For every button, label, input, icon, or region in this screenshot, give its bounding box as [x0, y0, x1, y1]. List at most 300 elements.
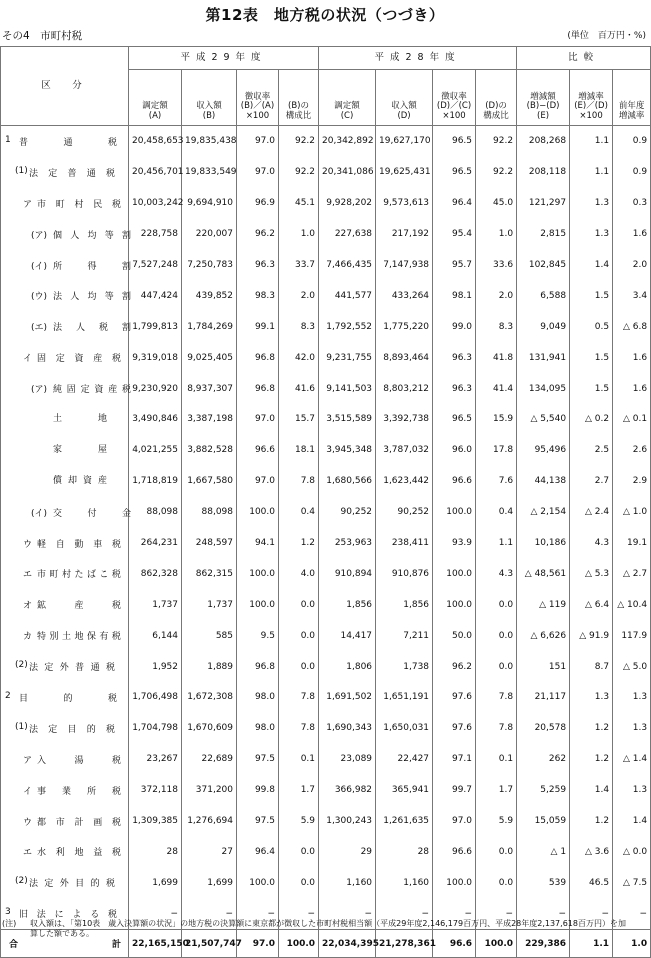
table-cell: 441,577: [319, 280, 376, 311]
table-cell: 3,392,738: [376, 404, 433, 435]
table-cell: 9,230,920: [129, 373, 182, 404]
table-cell: 20,578: [517, 713, 570, 744]
table-cell: 1.3: [570, 188, 613, 219]
table-cell: 50.0: [433, 620, 476, 651]
table-cell: 1.4: [613, 806, 651, 837]
table-cell: 6,588: [517, 280, 570, 311]
row-label-text: 法 人 税 割: [53, 323, 131, 334]
table-cell: 8.3: [476, 311, 517, 342]
table-cell: 96.0: [433, 435, 476, 466]
table-cell: −: [129, 898, 182, 929]
unit-label: (単位 百万円・%): [567, 31, 646, 41]
table-cell: △ 10.4: [613, 589, 651, 620]
table-row: [1, 682, 651, 713]
row-prefix: カ: [23, 632, 33, 643]
row-label-text: 事 業 所 税: [37, 786, 121, 797]
row-label-text: 鉱 産 税: [37, 601, 121, 612]
table-cell: △ 1.0: [613, 497, 651, 528]
table-cell: 7.8: [279, 682, 319, 713]
table-cell: 0.9: [613, 157, 651, 188]
table-cell: 0.1: [279, 744, 319, 775]
table-cell: 7,147,938: [376, 250, 433, 281]
row-label: [1, 435, 129, 466]
table-cell: 21,117: [517, 682, 570, 713]
table-cell: 92.2: [476, 126, 517, 157]
table-cell: 100.0: [237, 558, 279, 589]
row-label: [1, 836, 129, 867]
table-cell: 8.7: [570, 651, 613, 682]
table-cell: 1,737: [129, 589, 182, 620]
row-prefix: イ: [23, 354, 33, 365]
category-header: 区 分: [1, 47, 129, 126]
row-label: [1, 280, 129, 311]
table-cell: 100.0: [433, 497, 476, 528]
section-subtitle: その4 市町村税: [2, 30, 83, 42]
table-cell: 8.3: [279, 311, 319, 342]
row-label-text: 土 地: [53, 414, 107, 425]
table-cell: 3,945,348: [319, 435, 376, 466]
total-cell: 22,034,395: [319, 930, 376, 958]
table-cell: −: [319, 898, 376, 929]
table-cell: 45.0: [476, 188, 517, 219]
table-cell: 41.4: [476, 373, 517, 404]
total-cell: 21,278,361: [376, 930, 433, 958]
table-cell: 92.2: [279, 157, 319, 188]
table-cell: 1,667,580: [182, 466, 237, 497]
table-cell: 1.2: [570, 744, 613, 775]
table-cell: 585: [182, 620, 237, 651]
page-title: 第12表 地方税の状況（つづき）: [205, 6, 445, 24]
row-label: [1, 651, 129, 682]
table-cell: 88,098: [129, 497, 182, 528]
table-cell: 0.0: [476, 867, 517, 898]
row-label-text: 都 市 計 画 税: [37, 817, 121, 828]
table-cell: 1,737: [182, 589, 237, 620]
table-cell: 33.6: [476, 250, 517, 281]
table-cell: 33.7: [279, 250, 319, 281]
table-cell: 6,144: [129, 620, 182, 651]
table-cell: 1.3: [613, 682, 651, 713]
row-prefix: (2): [15, 660, 28, 671]
row-prefix: エ: [23, 570, 33, 581]
row-prefix: 3: [5, 907, 11, 918]
total-label-text: 合 計: [9, 940, 121, 951]
row-prefix: (イ): [31, 261, 48, 272]
table-cell: 97.5: [237, 806, 279, 837]
table-row: [1, 250, 651, 281]
table-cell: 7,211: [376, 620, 433, 651]
table-cell: △ 5.3: [570, 558, 613, 589]
fy28-col-header: (D)の 構成比: [476, 70, 517, 126]
table-cell: △ 119: [517, 589, 570, 620]
table-cell: 0.0: [476, 836, 517, 867]
table-cell: 2,815: [517, 219, 570, 250]
table-cell: 23,089: [319, 744, 376, 775]
table-cell: 46.5: [570, 867, 613, 898]
table-row: [1, 435, 651, 466]
table-cell: △ 6.8: [613, 311, 651, 342]
table-cell: 131,941: [517, 342, 570, 373]
total-cell: 1.0: [613, 930, 651, 958]
table-cell: 1,670,609: [182, 713, 237, 744]
row-label-text: 水 利 地 益 税: [37, 848, 121, 859]
table-cell: 95.7: [433, 250, 476, 281]
row-prefix: ア: [23, 755, 33, 766]
row-label: [1, 404, 129, 435]
table-cell: 22,689: [182, 744, 237, 775]
table-cell: −: [433, 898, 476, 929]
table-cell: 1,261,635: [376, 806, 433, 837]
table-cell: 96.5: [433, 157, 476, 188]
table-row: [1, 744, 651, 775]
table-cell: 1,300,243: [319, 806, 376, 837]
table-cell: 1,699: [129, 867, 182, 898]
row-label: [1, 589, 129, 620]
table-cell: 117.9: [613, 620, 651, 651]
table-cell: △ 1.4: [613, 744, 651, 775]
total-cell: 229,386: [517, 930, 570, 958]
table-cell: 41.6: [279, 373, 319, 404]
table-cell: 98.0: [237, 682, 279, 713]
table-cell: 97.0: [237, 466, 279, 497]
comparison-header: 比較: [517, 47, 651, 70]
table-cell: 97.0: [237, 404, 279, 435]
table-cell: 20,458,653: [129, 126, 182, 157]
table-cell: 98.1: [433, 280, 476, 311]
table-cell: 96.6: [433, 466, 476, 497]
table-cell: 99.0: [433, 311, 476, 342]
table-cell: 217,192: [376, 219, 433, 250]
table-cell: 5,259: [517, 775, 570, 806]
fy29-col-header: 徴収率 (B)／(A) ×100: [237, 70, 279, 126]
total-cell: 97.0: [237, 930, 279, 958]
table-cell: 90,252: [376, 497, 433, 528]
table-row: [1, 342, 651, 373]
table-cell: 100.0: [237, 589, 279, 620]
table-cell: △ 6.4: [570, 589, 613, 620]
table-cell: 8,803,212: [376, 373, 433, 404]
row-prefix: (ア): [31, 385, 48, 396]
table-row: [1, 466, 651, 497]
table-cell: △ 5,540: [517, 404, 570, 435]
fy29-header: 平成29年度: [129, 47, 319, 70]
table-cell: 95.4: [433, 219, 476, 250]
table-cell: 1,799,813: [129, 311, 182, 342]
table-cell: △ 2.4: [570, 497, 613, 528]
row-label-text: 法 定 普 通 税: [29, 168, 115, 179]
table-cell: △ 2.7: [613, 558, 651, 589]
table-cell: 7,250,783: [182, 250, 237, 281]
table-cell: △ 1: [517, 836, 570, 867]
row-prefix: ウ: [23, 539, 33, 550]
row-prefix: オ: [23, 601, 33, 612]
table-cell: 1,706,498: [129, 682, 182, 713]
table-row: [1, 620, 651, 651]
table-cell: 433,264: [376, 280, 433, 311]
table-cell: 19,833,549: [182, 157, 237, 188]
table-row: [1, 497, 651, 528]
table-cell: 439,852: [182, 280, 237, 311]
row-label: [1, 126, 129, 157]
table-cell: 96.8: [237, 342, 279, 373]
table-cell: 1.2: [279, 528, 319, 559]
fy28-col-header: 徴収率 (D)／(C) ×100: [433, 70, 476, 126]
table-cell: 1.0: [476, 219, 517, 250]
table-cell: −: [570, 898, 613, 929]
table-cell: 0.0: [279, 589, 319, 620]
table-row: [1, 713, 651, 744]
table-cell: 0.4: [279, 497, 319, 528]
table-cell: 862,315: [182, 558, 237, 589]
table-cell: 1,309,385: [129, 806, 182, 837]
fy29-col-header: 調定額 (A): [129, 70, 182, 126]
table-cell: △ 6,626: [517, 620, 570, 651]
table-cell: 2.7: [570, 466, 613, 497]
table-cell: 93.9: [433, 528, 476, 559]
municipal-tax-table: [0, 46, 651, 958]
table-cell: 97.1: [433, 744, 476, 775]
table-cell: 7.8: [279, 466, 319, 497]
row-label: [1, 466, 129, 497]
table-cell: 96.8: [237, 651, 279, 682]
table-cell: 100.0: [433, 589, 476, 620]
table-cell: 1.7: [279, 775, 319, 806]
table-cell: 44,138: [517, 466, 570, 497]
table-row: [1, 775, 651, 806]
table-cell: 19,627,170: [376, 126, 433, 157]
table-cell: −: [237, 898, 279, 929]
table-cell: 96.6: [433, 836, 476, 867]
table-cell: 1,672,308: [182, 682, 237, 713]
table-cell: 1,806: [319, 651, 376, 682]
table-cell: 41.8: [476, 342, 517, 373]
row-label-text: 特 別 土 地 保 有 税: [37, 632, 121, 643]
table-cell: 28: [129, 836, 182, 867]
table-cell: 1,718,819: [129, 466, 182, 497]
fy29-col-header: (B)の 構成比: [279, 70, 319, 126]
table-cell: 96.2: [433, 651, 476, 682]
row-label: [1, 744, 129, 775]
table-cell: 100.0: [237, 867, 279, 898]
table-cell: 9,025,405: [182, 342, 237, 373]
table-cell: 1.6: [613, 373, 651, 404]
table-cell: 1,952: [129, 651, 182, 682]
table-cell: 1,276,694: [182, 806, 237, 837]
table-cell: 2.0: [279, 280, 319, 311]
table-cell: 262: [517, 744, 570, 775]
table-cell: 20,341,086: [319, 157, 376, 188]
table-cell: 121,297: [517, 188, 570, 219]
table-cell: 98.0: [237, 713, 279, 744]
table-cell: 9,573,613: [376, 188, 433, 219]
row-label-text: 固 定 資 産 税: [37, 354, 121, 365]
table-cell: 15,059: [517, 806, 570, 837]
row-label-text: 旧 法 に よ る 税: [19, 910, 117, 921]
row-label-text: 償 却 資 産: [53, 476, 107, 487]
table-cell: △ 7.5: [613, 867, 651, 898]
row-label: [1, 620, 129, 651]
row-prefix: ウ: [23, 817, 33, 828]
table-cell: 97.0: [433, 806, 476, 837]
table-cell: 1,623,442: [376, 466, 433, 497]
table-cell: 1,160: [319, 867, 376, 898]
row-prefix: (エ): [31, 323, 48, 334]
table-cell: 365,941: [376, 775, 433, 806]
total-cell: 22,165,150: [129, 930, 182, 958]
table-row: [1, 219, 651, 250]
table-cell: −: [476, 898, 517, 929]
fy29-col-header: 収入額 (B): [182, 70, 237, 126]
row-label-text: 市 町 村 た ば こ 税: [37, 570, 121, 581]
table-cell: 23,267: [129, 744, 182, 775]
table-cell: 1.2: [570, 713, 613, 744]
table-cell: 1,856: [376, 589, 433, 620]
table-cell: 134,095: [517, 373, 570, 404]
table-cell: 9,319,018: [129, 342, 182, 373]
row-prefix: 1: [5, 134, 11, 145]
row-label-text: 普 通 税: [19, 137, 117, 148]
table-cell: 1.3: [613, 775, 651, 806]
table-cell: 7.8: [476, 713, 517, 744]
total-cell: 100.0: [476, 930, 517, 958]
table-row: [1, 126, 651, 157]
table-cell: 5.9: [279, 806, 319, 837]
table-cell: △ 0.1: [613, 404, 651, 435]
table-cell: 248,597: [182, 528, 237, 559]
table-cell: 95,496: [517, 435, 570, 466]
table-cell: 2.0: [476, 280, 517, 311]
table-cell: 100.0: [433, 867, 476, 898]
table-cell: 0.4: [476, 497, 517, 528]
total-cell: 96.6: [433, 930, 476, 958]
table-cell: 22,427: [376, 744, 433, 775]
table-cell: 1.1: [476, 528, 517, 559]
table-cell: 1,738: [376, 651, 433, 682]
table-cell: 9,694,910: [182, 188, 237, 219]
total-cell: 1.1: [570, 930, 613, 958]
table-cell: 1.2: [570, 806, 613, 837]
row-label-text: 入 湯 税: [37, 755, 121, 766]
table-cell: △ 91.9: [570, 620, 613, 651]
table-cell: 15.9: [476, 404, 517, 435]
table-cell: −: [517, 898, 570, 929]
table-cell: 447,424: [129, 280, 182, 311]
table-cell: 19.1: [613, 528, 651, 559]
table-cell: 1.4: [570, 775, 613, 806]
row-label-text: 家 屋: [53, 445, 107, 456]
table-cell: 97.0: [237, 157, 279, 188]
row-label: [1, 775, 129, 806]
table-cell: △ 3.6: [570, 836, 613, 867]
row-label-text: 目 的 税: [19, 693, 117, 704]
table-cell: 228,758: [129, 219, 182, 250]
table-cell: 3,490,846: [129, 404, 182, 435]
table-cell: 17.8: [476, 435, 517, 466]
row-label: [1, 157, 129, 188]
row-label: [1, 311, 129, 342]
row-label-text: 法 定 目 的 税: [29, 724, 115, 735]
table-cell: 3,387,198: [182, 404, 237, 435]
table-cell: 97.6: [433, 682, 476, 713]
table-cell: −: [279, 898, 319, 929]
table-cell: 0.1: [476, 744, 517, 775]
row-prefix: (1): [15, 165, 28, 176]
table-cell: 1,691,502: [319, 682, 376, 713]
table-cell: 264,231: [129, 528, 182, 559]
table-cell: 99.1: [237, 311, 279, 342]
table-cell: 4,021,255: [129, 435, 182, 466]
table-cell: 0.0: [279, 620, 319, 651]
table-cell: 92.2: [476, 157, 517, 188]
table-cell: 1,650,031: [376, 713, 433, 744]
table-cell: 7.8: [476, 682, 517, 713]
table-cell: 10,186: [517, 528, 570, 559]
table-cell: 19,625,431: [376, 157, 433, 188]
table-cell: 0.0: [279, 867, 319, 898]
table-cell: 10,003,242: [129, 188, 182, 219]
table-cell: 1,680,566: [319, 466, 376, 497]
table-cell: 1,651,191: [376, 682, 433, 713]
table-cell: 238,411: [376, 528, 433, 559]
table-cell: 2.0: [613, 250, 651, 281]
table-cell: △ 2,154: [517, 497, 570, 528]
table-cell: 90,252: [319, 497, 376, 528]
comparison-col-header: 増減額 (B)−(D) (E): [517, 70, 570, 126]
table-cell: 20,342,892: [319, 126, 376, 157]
table-cell: 1,160: [376, 867, 433, 898]
footnote: [2, 919, 648, 940]
table-cell: 14,417: [319, 620, 376, 651]
table-cell: 8,937,307: [182, 373, 237, 404]
table-cell: 97.6: [433, 713, 476, 744]
row-prefix: イ: [23, 786, 33, 797]
table-row: [1, 558, 651, 589]
table-cell: 28: [376, 836, 433, 867]
row-label: [1, 558, 129, 589]
table-cell: 94.1: [237, 528, 279, 559]
table-cell: 4.3: [476, 558, 517, 589]
table-cell: 96.2: [237, 219, 279, 250]
comparison-col-header: 前年度 増減率: [613, 70, 651, 126]
row-label: [1, 188, 129, 219]
row-label: [1, 373, 129, 404]
table-cell: 1.6: [613, 342, 651, 373]
table-cell: 4.0: [279, 558, 319, 589]
table-row: [1, 806, 651, 837]
table-cell: 1,690,343: [319, 713, 376, 744]
table-cell: 366,982: [319, 775, 376, 806]
table-cell: −: [182, 898, 237, 929]
row-label-text: 所 得 割: [53, 261, 131, 272]
table-cell: 5.9: [476, 806, 517, 837]
table-cell: 29: [319, 836, 376, 867]
row-label: [1, 682, 129, 713]
table-cell: 96.9: [237, 188, 279, 219]
table-cell: 96.4: [237, 836, 279, 867]
fy28-header: 平成28年度: [319, 47, 517, 70]
table-cell: 7,527,248: [129, 250, 182, 281]
table-cell: 7.6: [476, 466, 517, 497]
table-cell: 1.3: [570, 219, 613, 250]
table-row: [1, 836, 651, 867]
footnote-line-2: 算した額である。: [30, 929, 94, 939]
table-cell: 20,456,701: [129, 157, 182, 188]
table-row: [1, 589, 651, 620]
table-cell: 97.0: [237, 126, 279, 157]
table-row: [1, 651, 651, 682]
row-prefix: エ: [23, 848, 33, 859]
total-cell: 100.0: [279, 930, 319, 958]
